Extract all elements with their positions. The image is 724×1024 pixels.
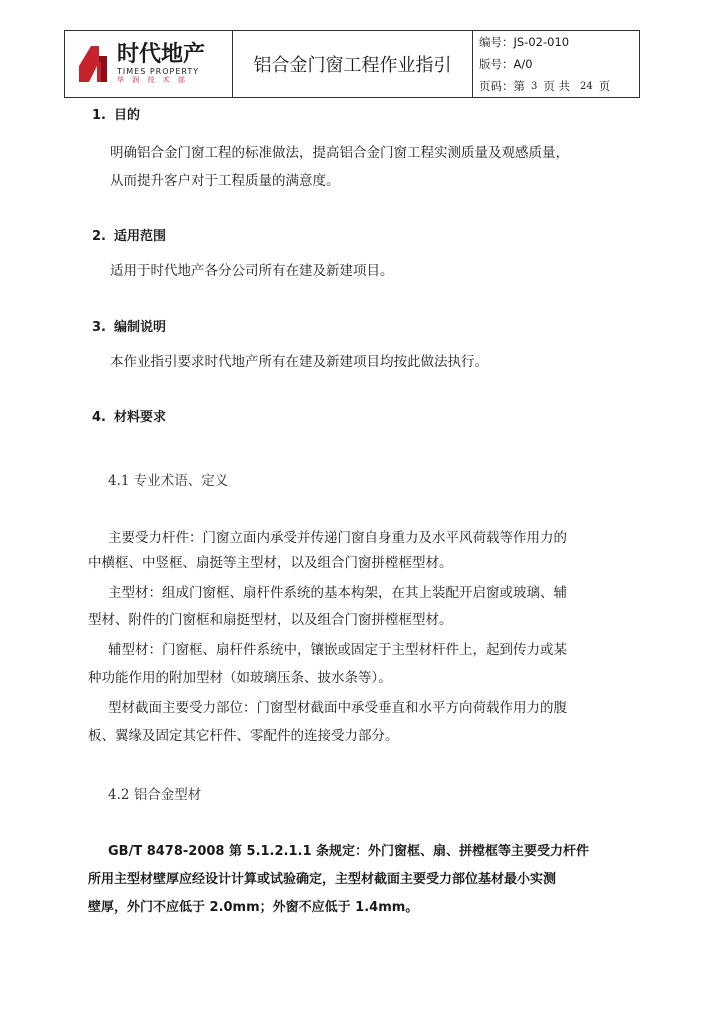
subsection-4-2: 4.2 铝合金型材 (108, 787, 202, 803)
paragraph-purpose-line-2: 从而提升客户对于工程质量的满意度。 (110, 173, 340, 189)
definition-4-line-2: 板、翼缘及固定其它杆件、零配件的连接受力部分。 (88, 728, 399, 744)
logo-name-cn: 时代地产 (117, 42, 206, 67)
document-header (64, 30, 640, 98)
page-label: 页码：第 (479, 79, 525, 93)
definition-1-line-1: 主要受力杆件：门窗立面内承受并传递门窗自身重力及水平风荷载等作用力的 (108, 530, 567, 546)
definition-1-line-2: 中横框、中竖框、扇挺等主型材，以及组合门窗拼樘框型材。 (88, 555, 453, 571)
document-title: 铝合金门窗工程作业指引 (233, 31, 473, 97)
paragraph-scope: 适用于时代地产各分公司所有在建及新建项目。 (110, 263, 394, 279)
document-version: 版号：A/0 (479, 57, 533, 71)
definition-3-line-2: 种功能作用的附加型材（如玻璃压条、披水条等）。 (88, 670, 392, 686)
company-logo (65, 31, 233, 97)
page-current: 3 (531, 80, 538, 92)
subsection-4-1: 4.1 专业术语、定义 (108, 473, 229, 489)
section-heading-purpose: 1. 目的 (92, 108, 141, 123)
section-heading-note: 3. 编制说明 (92, 320, 167, 335)
page-end: 页 (598, 79, 611, 93)
document-code: 编号：JS-02-010 (479, 35, 570, 49)
standard-clause-line-3: 壁厚，外门不应低于 2.0mm；外窗不应低于 1.4mm。 (88, 900, 419, 915)
paragraph-note: 本作业指引要求时代地产所有在建及新建项目均按此做法执行。 (110, 354, 488, 370)
section-heading-scope: 2. 适用范围 (92, 229, 167, 244)
page-total: 24 (580, 80, 593, 92)
paragraph-purpose-line-1: 明确铝合金门窗工程的标准做法，提高铝合金门窗工程实测质量及观感质量， (110, 145, 569, 161)
page-number (473, 75, 639, 97)
logo-name-en: TIMES PROPERTY (117, 67, 200, 76)
logo-sub: 华 润 技 术 部 (117, 76, 188, 84)
definition-3-line-1: 辅型材：门窗框、扇杆件系统中，镶嵌或固定于主型材杆件上，起到传力或某 (108, 642, 567, 658)
times-property-logo-icon (77, 44, 113, 84)
definition-2-line-2: 型材、附件的门窗框和扇挺型材，以及组合门窗拼樘框型材。 (88, 612, 453, 628)
page-mid: 页 共 (543, 79, 571, 93)
document-meta (473, 31, 639, 97)
standard-clause-line-1: GB/T 8478-2008 第 5.1.2.1.1 条规定：外门窗框、扇、拼樘框等主要受力杆件 (108, 844, 590, 859)
standard-clause-line-2: 所用主型材壁厚应经设计计算或试验确定，主型材截面主要受力部位基材最小实测 (88, 872, 557, 887)
section-heading-materials: 4. 材料要求 (92, 410, 167, 425)
definition-2-line-1: 主型材：组成门窗框、扇杆件系统的基本构架，在其上装配开启窗或玻璃、辅 (108, 585, 567, 601)
definition-4-line-1: 型材截面主要受力部位：门窗型材截面中承受垂直和水平方向荷载作用力的腹 (108, 700, 567, 716)
